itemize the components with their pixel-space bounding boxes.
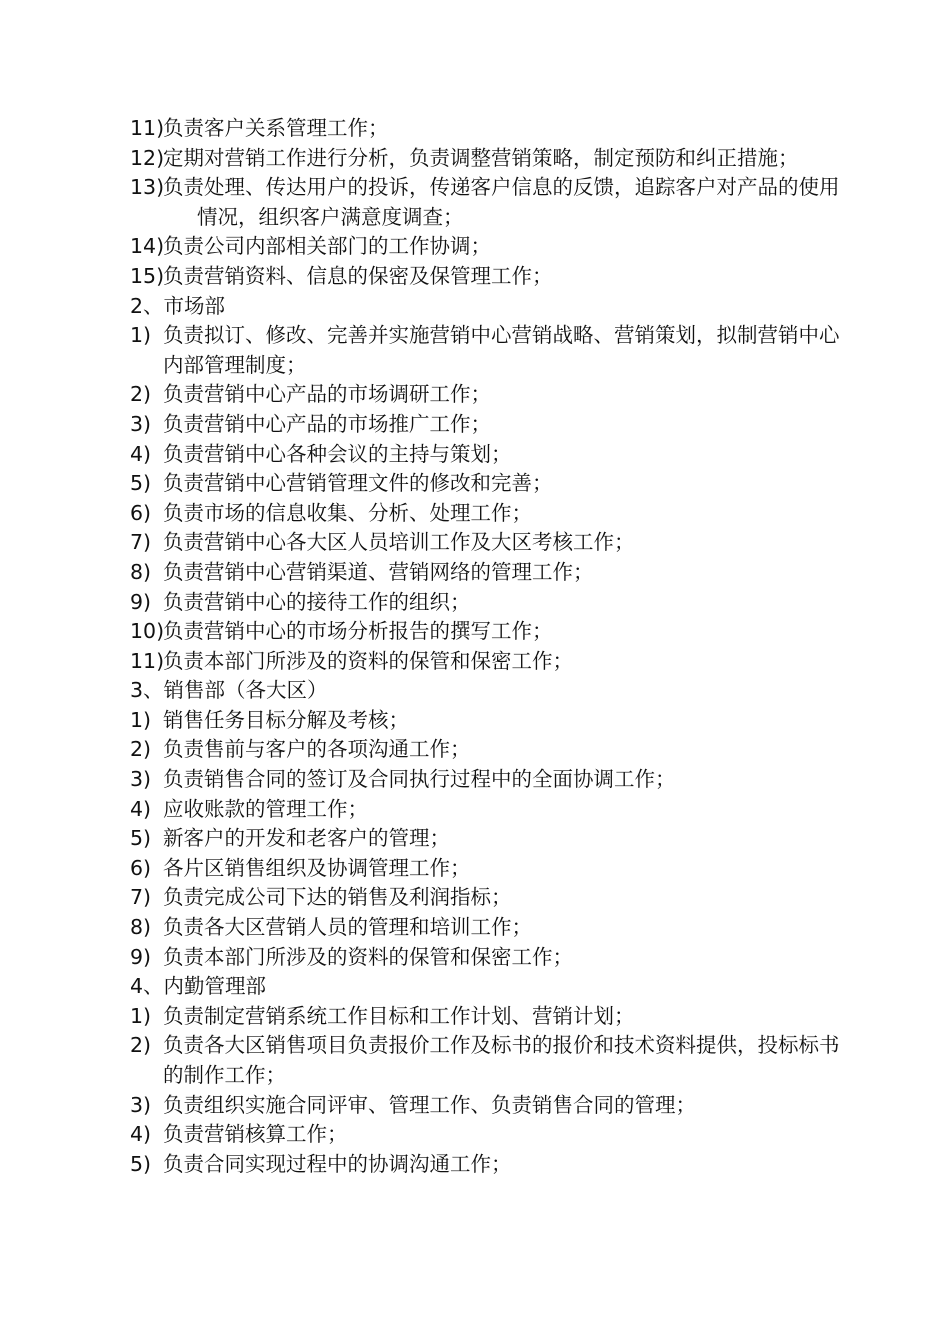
list-item-number: 11) (130, 648, 165, 673)
list-item-text: 负责制定营销系统工作目标和工作计划、营销计划； (163, 1003, 635, 1028)
list-item-text: 负责售前与客户的各项沟通工作； (163, 737, 471, 762)
list-item-text: 负责拟订、修改、完善并实施营销中心营销战略、营销策划，拟制营销中心内部管理制度； (163, 323, 840, 377)
list-item (130, 440, 840, 470)
list-item (130, 854, 840, 884)
list-item (130, 1002, 840, 1032)
list-item-text: 定期对营销工作进行分析，负责调整营销策略，制定预防和纠正措施； (163, 145, 799, 170)
list-item-number: 2) (130, 382, 152, 407)
list-item-number: 7) (130, 530, 152, 555)
list-item (130, 114, 840, 144)
list-item-text: 负责营销资料、信息的保密及保管理工作； (163, 263, 553, 288)
list-item-text: 负责本部门所涉及的资料的保管和保密工作； (163, 944, 573, 969)
list-item-number: 9) (130, 589, 152, 614)
list-item-number: 6) (130, 855, 152, 880)
list-item-text: 负责营销中心的接待工作的组织； (163, 589, 471, 614)
list-item (130, 883, 840, 913)
list-item-number: 8) (130, 559, 152, 584)
list-item (130, 410, 840, 440)
list-item-number: 4) (130, 441, 152, 466)
list-item-number: 5) (130, 826, 152, 851)
list-item (130, 262, 840, 292)
list-item-number: 2) (130, 1033, 152, 1058)
list-item (130, 232, 840, 262)
list-item-number: 5) (130, 471, 152, 496)
list-item (130, 617, 840, 647)
list-item-number: 13) (130, 175, 165, 200)
list-item-number: 3) (130, 411, 152, 436)
list-item-text: 负责营销中心营销渠道、营销网络的管理工作； (163, 559, 594, 584)
section-heading-text: 2、市场部 (130, 293, 226, 318)
list-item-number: 4) (130, 1122, 152, 1147)
list-item-text: 负责合同实现过程中的协调沟通工作； (163, 1151, 512, 1176)
list-item-number: 12) (130, 145, 165, 170)
list-item-text: 负责客户关系管理工作； (163, 116, 389, 140)
list-item-text: 负责销售合同的签订及合同执行过程中的全面协调工作； (163, 767, 676, 792)
list-item-number: 14) (130, 234, 165, 259)
list-item-text: 新客户的开发和老客户的管理； (163, 826, 450, 851)
list-item-number: 9) (130, 944, 152, 969)
list-item-number: 1) (130, 707, 152, 732)
list-item-text: 负责市场的信息收集、分析、处理工作； (163, 500, 532, 525)
list-item (130, 824, 840, 854)
list-item-text: 负责营销中心产品的市场推广工作； (163, 411, 491, 436)
list-item (130, 1150, 840, 1180)
list-item (130, 706, 840, 736)
list-item-text: 负责营销中心的市场分析报告的撰写工作； (163, 619, 553, 644)
list-item-text: 负责处理、传达用户的投诉，传递客户信息的反馈，追踪客户对产品的使用情况，组织客户满意度调查； (163, 175, 840, 229)
list-item-text: 负责营销中心各大区人员培训工作及大区考核工作； (163, 530, 635, 555)
section-heading (130, 972, 840, 1002)
list-item-text: 负责各大区销售项目负责报价工作及标书的报价和技术资料提供，投标标书的制作工作； (163, 1033, 840, 1087)
list-item-text: 负责营销中心营销管理文件的修改和完善； (163, 471, 553, 496)
list-item (130, 558, 840, 588)
list-item-text: 负责营销中心各种会议的主持与策划； (163, 441, 512, 466)
list-item-text: 负责完成公司下达的销售及利润指标； (163, 885, 512, 910)
section-heading (130, 292, 840, 322)
list-item (130, 1120, 840, 1150)
list-item-text: 负责营销中心产品的市场调研工作； (163, 382, 491, 407)
list-item (130, 528, 840, 558)
list-item-number: 7) (130, 885, 152, 910)
list-item-number: 3) (130, 1092, 152, 1117)
section-heading-text: 4、内勤管理部 (130, 974, 267, 999)
list-item (130, 735, 840, 765)
list-item-number: 3) (130, 767, 152, 792)
list-item-text: 负责公司内部相关部门的工作协调； (163, 234, 491, 259)
list-item-text: 各片区销售组织及协调管理工作； (163, 855, 471, 880)
list-item-text: 应收账款的管理工作； (163, 796, 368, 821)
list-item (130, 469, 840, 499)
list-item (130, 588, 840, 618)
list-item (130, 499, 840, 529)
document-body (130, 114, 840, 1179)
list-item (130, 144, 840, 174)
list-item-number: 11) (130, 116, 165, 140)
list-item-number: 4) (130, 796, 152, 821)
list-item (130, 943, 840, 973)
list-item-number: 8) (130, 915, 152, 940)
list-item-number: 1) (130, 1003, 152, 1028)
list-item (130, 321, 840, 380)
list-item-number: 1) (130, 323, 152, 348)
list-item-number: 5) (130, 1151, 152, 1176)
section-heading (130, 676, 840, 706)
list-item-number: 15) (130, 263, 165, 288)
list-item (130, 795, 840, 825)
list-item (130, 173, 840, 232)
list-item-text: 负责本部门所涉及的资料的保管和保密工作； (163, 648, 573, 673)
list-item-text: 销售任务目标分解及考核； (163, 707, 409, 732)
list-item (130, 1031, 840, 1090)
list-item-text: 负责各大区营销人员的管理和培训工作； (163, 915, 532, 940)
list-item-text: 负责组织实施合同评审、管理工作、负责销售合同的管理； (163, 1092, 696, 1117)
list-item-text: 负责营销核算工作； (163, 1122, 348, 1147)
list-item (130, 913, 840, 943)
list-item (130, 380, 840, 410)
list-item-number: 10) (130, 619, 165, 644)
list-item (130, 647, 840, 677)
list-item-number: 2) (130, 737, 152, 762)
section-heading-text: 3、销售部（各大区） (130, 678, 328, 703)
list-item (130, 1091, 840, 1121)
list-item-number: 6) (130, 500, 152, 525)
list-item (130, 765, 840, 795)
